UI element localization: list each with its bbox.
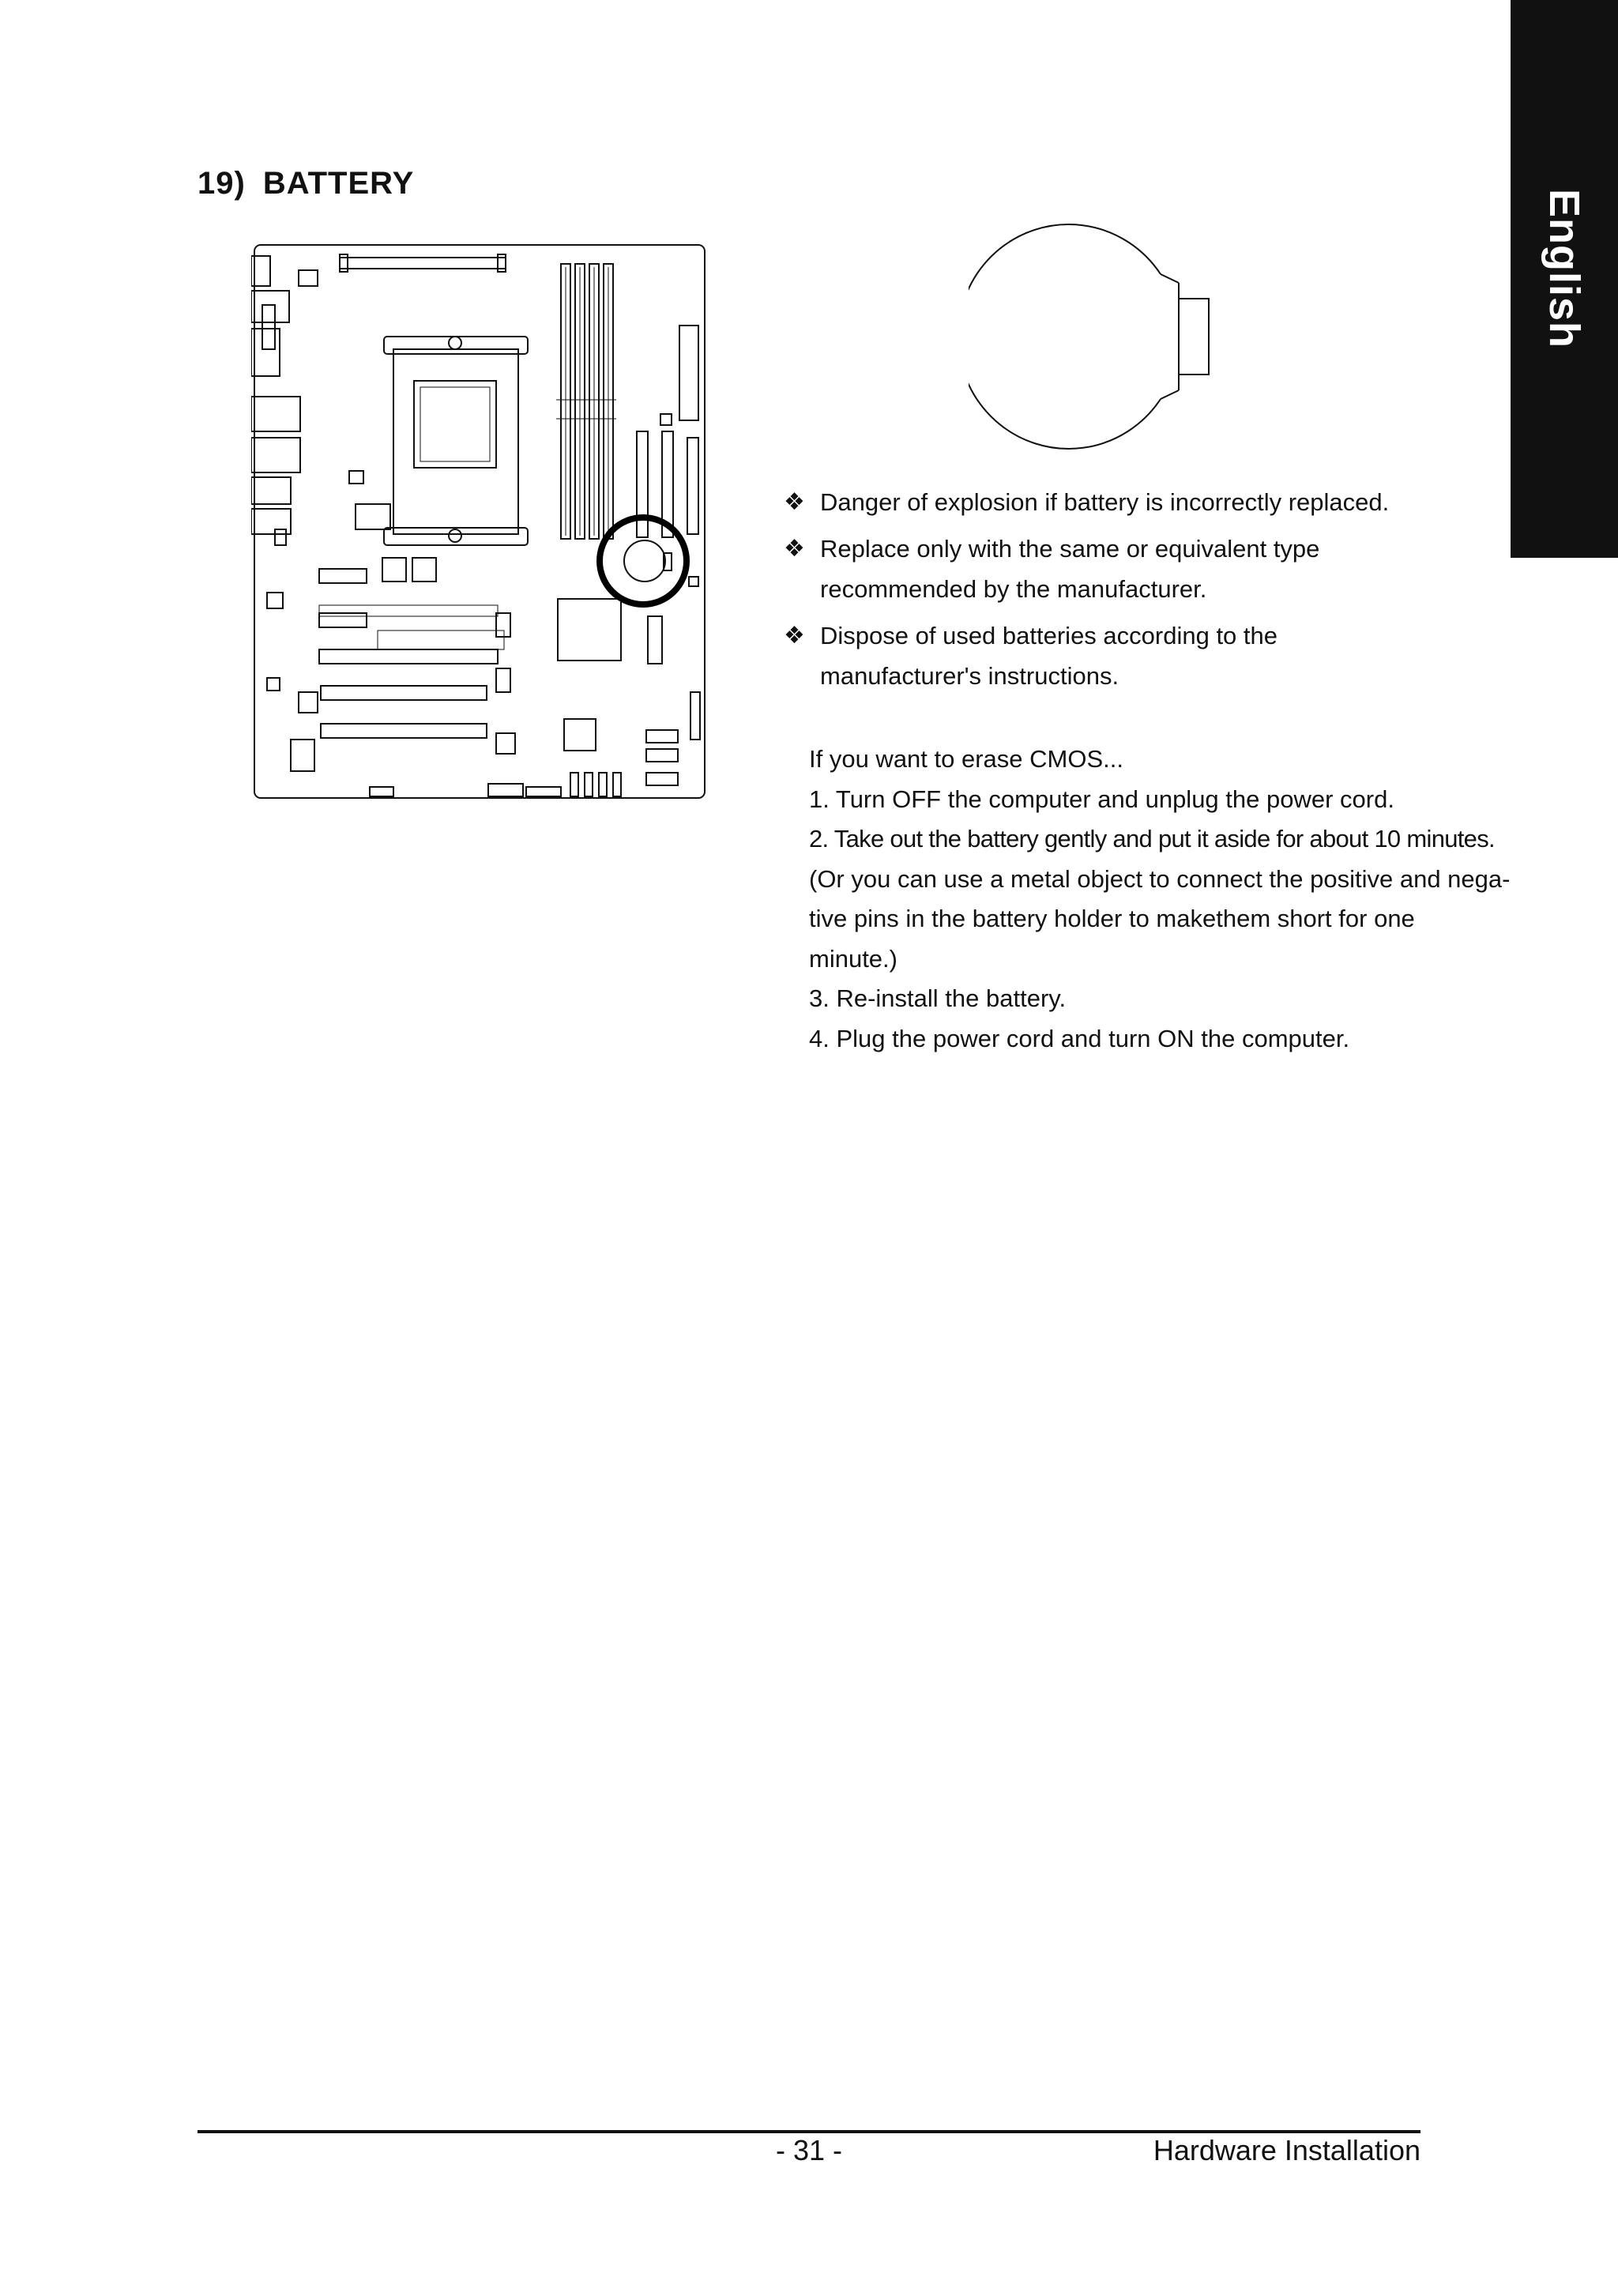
diamond-bullet-icon: ❖ — [784, 536, 805, 562]
battery-holder-outline — [969, 224, 1161, 449]
cmos-step-line: minute.) — [809, 944, 897, 973]
diamond-bullet-icon: ❖ — [784, 489, 805, 515]
section-number: 19) — [198, 166, 246, 201]
language-tab-label: English — [1541, 188, 1588, 349]
section-heading — [198, 166, 414, 201]
cmos-step-line: 3. Re-install the battery. — [809, 984, 1067, 1012]
warning-item — [784, 482, 1432, 522]
warning-text: Replace only with the same or equivalent type recommended by the manufacturer. — [820, 535, 1320, 603]
cpu-socket — [414, 381, 496, 468]
warning-text: Dispose of used batteries according to the manufacturer's instructions. — [820, 622, 1278, 690]
language-tab — [1511, 0, 1618, 558]
page-number: - 31 - — [776, 2134, 843, 2166]
safety-warnings — [784, 482, 1432, 702]
warning-item — [784, 615, 1432, 696]
cpu-retention — [393, 349, 518, 534]
section-title: BATTERY — [262, 166, 415, 201]
warning-text: Danger of explosion if battery is incorrectly replaced. — [820, 488, 1390, 516]
footer-section-title: Hardware Installation — [1153, 2134, 1420, 2166]
cmos-step-line: 4. Plug the power cord and turn ON the computer. — [809, 1024, 1350, 1052]
battery-highlight-circle — [600, 518, 687, 604]
cmos-intro: If you want to erase CMOS... — [809, 745, 1123, 773]
cmos-step-line: 1. Turn OFF the computer and unplug the power cord. — [809, 785, 1394, 813]
chipset — [558, 599, 621, 661]
warning-item — [784, 529, 1432, 609]
diamond-bullet-icon: ❖ — [784, 623, 805, 649]
battery-closeup — [969, 220, 1229, 454]
cmos-clear-instructions — [809, 740, 1511, 1059]
battery-cell — [624, 540, 665, 582]
battery-tab — [1179, 299, 1209, 375]
motherboard-diagram — [251, 242, 709, 804]
cmos-step-line: 2. Take out the battery gently and put it aside for about 10 minutes. — [809, 825, 1495, 853]
cmos-step-line: (Or you can use a metal object to connect the positive and nega- — [809, 864, 1511, 893]
cmos-step-line: tive pins in the battery holder to makethem short for one — [809, 905, 1415, 932]
